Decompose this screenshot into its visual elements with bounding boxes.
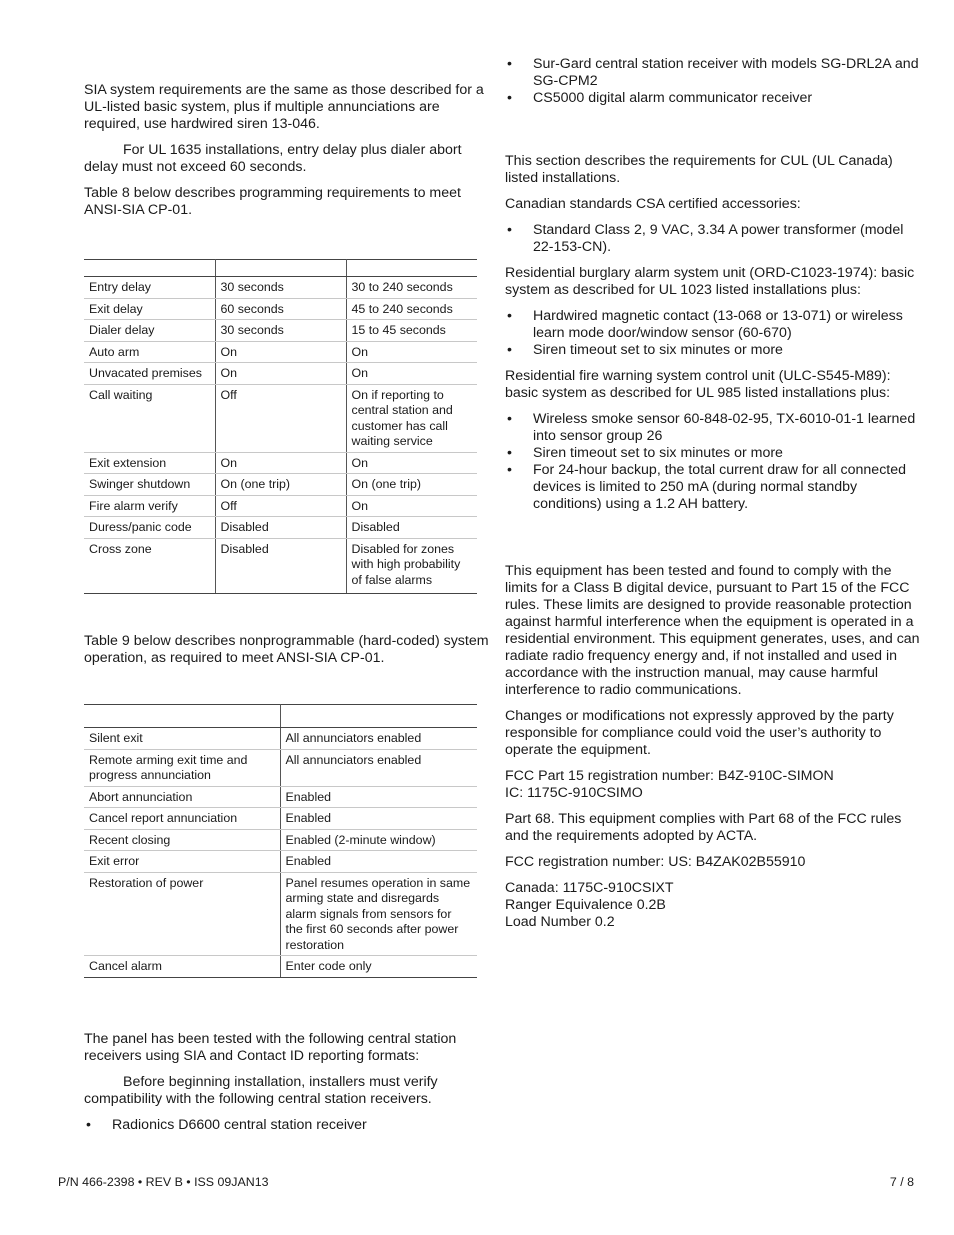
list-item: • Wireless smoke sensor 60-848-02-95, TX-6010-01-1 learned into sensor group 26	[505, 411, 925, 445]
burglary-unit-paragraph: Residential burglary alarm system unit (ORD-C1023-1974): basic system as described for UL 1023 listed installations plus:	[505, 265, 915, 298]
fcc-class-b-paragraph: This equipment has been tested and found to comply with the limits for a Class B digital device, pursuant to Part 15 of the FCC rules. These limits are designed to provide reasonable protection against harmful interference when the equipment is operated in a residential environment. This equipment generates, uses, and can radiate radio frequency energy and, if not installed and used in accordance with the instruction manual, may cause harmful interference to radio communications.	[505, 563, 920, 698]
table-row	[84, 495, 477, 517]
list-item: • Siren timeout set to six minutes or more	[505, 445, 925, 462]
requirement-cell: On	[346, 363, 477, 385]
header-cell	[280, 705, 477, 728]
feature-cell: Entry delay	[84, 277, 215, 299]
table-row	[84, 872, 477, 956]
cul-intro: This section describes the requirements for CUL (UL Canada) listed installations.	[505, 153, 893, 186]
csa-accessories: Canadian standards CSA certified accessories:	[505, 196, 801, 212]
table-row	[84, 452, 477, 474]
receiver-list-continued	[505, 56, 925, 107]
behavior-cell: Enabled	[280, 786, 477, 808]
default-cell: Disabled	[215, 517, 346, 539]
default-cell: 30 seconds	[215, 320, 346, 342]
operation-cell: Abort annunciation	[84, 786, 280, 808]
feature-cell: Exit extension	[84, 452, 215, 474]
requirement-cell: On	[346, 495, 477, 517]
ringer-equivalence: Ranger Equivalence 0.2B	[505, 897, 666, 913]
table-row	[84, 320, 477, 342]
right-column	[505, 56, 925, 107]
table-row	[84, 298, 477, 320]
header-cell	[215, 260, 346, 277]
fire-unit-paragraph: Residential fire warning system control unit (ULC-S545-M89): basic system as described for UL 985 listed installations plus:	[505, 368, 891, 401]
table8-intro: Table 8 below describes programming requirements to meet ANSI-SIA CP-01.	[84, 185, 461, 218]
footer-part-number: P/N 466-2398 • REV B • ISS 09JAN13	[58, 1175, 269, 1189]
table-header-row	[84, 705, 477, 728]
table-row	[84, 384, 477, 452]
requirement-cell: On if reporting to central station and customer has call waiting service	[346, 384, 477, 452]
header-cell	[84, 260, 215, 277]
canada-registration	[505, 880, 925, 931]
table-row	[84, 749, 477, 786]
feature-cell: Auto arm	[84, 341, 215, 363]
default-cell: On	[215, 363, 346, 385]
fire-list	[505, 411, 925, 513]
table-row	[84, 538, 477, 594]
behavior-cell: All annunciators enabled	[280, 749, 477, 786]
behavior-cell: Enabled	[280, 808, 477, 830]
behavior-cell: Enabled (2-minute window)	[280, 829, 477, 851]
requirement-cell: Disabled	[346, 517, 477, 539]
list-item: • Sur-Gard central station receiver with models SG-DRL2A and SG-CPM2	[505, 56, 925, 90]
operation-cell: Recent closing	[84, 829, 280, 851]
part68-paragraph: Part 68. This equipment complies with Part 68 of the FCC rules and the requirements adopted by ACTA.	[505, 811, 902, 844]
receiver-list	[84, 1117, 498, 1134]
default-cell: 30 seconds	[215, 277, 346, 299]
table-row	[84, 517, 477, 539]
table-row	[84, 851, 477, 873]
left-column	[84, 82, 498, 228]
load-number: Load Number 0.2	[505, 914, 615, 930]
footer-page-number: 7 / 8	[889, 1175, 914, 1189]
feature-cell: Call waiting	[84, 384, 215, 452]
requirement-cell: Disabled for zones with high probability of false alarms	[346, 538, 477, 594]
operation-cell: Remote arming exit time and progress annunciation	[84, 749, 280, 786]
list-item: • CS5000 digital alarm communicator receiver	[505, 90, 925, 107]
feature-cell: Unvacated premises	[84, 363, 215, 385]
feature-cell: Exit delay	[84, 298, 215, 320]
table-row	[84, 956, 477, 978]
table-row	[84, 341, 477, 363]
requirement-cell: On	[346, 452, 477, 474]
csa-list	[505, 222, 925, 256]
table9-intro: Table 9 below describes nonprogrammable (hard-coded) system operation, as required to meet ANSI-SIA CP-01.	[84, 633, 489, 666]
canada-number: Canada: 1175C-910CSIXT	[505, 880, 674, 896]
feature-cell: Duress/panic code	[84, 517, 215, 539]
default-cell: 60 seconds	[215, 298, 346, 320]
table-row	[84, 829, 477, 851]
default-cell: Off	[215, 495, 346, 517]
fcc-part15-number: FCC Part 15 registration number: B4Z-910C-SIMON	[505, 768, 834, 784]
requirement-cell: 15 to 45 seconds	[346, 320, 477, 342]
list-item: • Standard Class 2, 9 VAC, 3.34 A power transformer (model 22-153-CN).	[505, 222, 925, 256]
requirement-cell: 45 to 240 seconds	[346, 298, 477, 320]
behavior-cell: Panel resumes operation in same arming state and disregards alarm signals from sensors for the first 60 seconds after power restoration	[280, 872, 477, 956]
operation-cell: Exit error	[84, 851, 280, 873]
modifications-paragraph: Changes or modifications not expressly approved by the party responsible for compliance could void the user’s authority to operate the equipment.	[505, 708, 894, 758]
feature-cell: Swinger shutdown	[84, 474, 215, 496]
fcc-registration-number: FCC registration number: US: B4ZAK02B55910	[505, 854, 806, 870]
list-item: • Hardwired magnetic contact (13-068 or 13-071) or wireless learn mode door/window sensor (60-670)	[505, 308, 925, 342]
operation-cell: Silent exit	[84, 728, 280, 750]
table-row	[84, 277, 477, 299]
default-cell: Off	[215, 384, 346, 452]
operation-cell: Restoration of power	[84, 872, 280, 956]
central-station-paragraph: The panel has been tested with the following central station receivers using SIA and Contact ID reporting formats:	[84, 1031, 457, 1064]
requirement-cell: On	[346, 341, 477, 363]
table9-intro-block	[84, 633, 498, 676]
fcc-part15-registration	[505, 768, 925, 802]
table-9-hardcoded-operation	[84, 704, 477, 978]
requirement-cell: On (one trip)	[346, 474, 477, 496]
list-item: • Siren timeout set to six minutes or more	[505, 342, 925, 359]
default-cell: On	[215, 341, 346, 363]
ul1635-note: For UL 1635 installations, entry delay plus dialer abort delay must not exceed 60 seconds.	[84, 142, 462, 175]
table-row	[84, 786, 477, 808]
cul-section	[505, 153, 925, 522]
installer-note: Before beginning installation, installers must verify compatibility with the following central station receivers.	[84, 1074, 438, 1107]
table-8-programming-requirements	[84, 259, 477, 594]
ic-number: IC: 1175C-910CSIMO	[505, 785, 643, 801]
sia-requirements-paragraph: SIA system requirements are the same as those described for a UL-listed basic system, plus if multiple annunciations are required, use hardwired siren 13-046.	[84, 82, 484, 132]
requirement-cell: 30 to 240 seconds	[346, 277, 477, 299]
behavior-cell: All annunciators enabled	[280, 728, 477, 750]
default-cell: On	[215, 452, 346, 474]
burglary-list	[505, 308, 925, 359]
list-item: • Radionics D6600 central station receiver	[84, 1117, 498, 1134]
operation-cell: Cancel report annunciation	[84, 808, 280, 830]
feature-cell: Fire alarm verify	[84, 495, 215, 517]
table-row	[84, 474, 477, 496]
feature-cell: Cross zone	[84, 538, 215, 594]
table-row	[84, 808, 477, 830]
table-header-row	[84, 260, 477, 277]
header-cell	[346, 260, 477, 277]
behavior-cell: Enter code only	[280, 956, 477, 978]
central-station-block	[84, 1031, 498, 1143]
default-cell: Disabled	[215, 538, 346, 594]
table-row	[84, 728, 477, 750]
behavior-cell: Enabled	[280, 851, 477, 873]
default-cell: On (one trip)	[215, 474, 346, 496]
fcc-section	[505, 563, 925, 940]
list-item: • For 24-hour backup, the total current draw for all connected devices is limited to 250 mA (during normal standby conditions) using a 1.2 AH battery.	[505, 462, 925, 513]
operation-cell: Cancel alarm	[84, 956, 280, 978]
feature-cell: Dialer delay	[84, 320, 215, 342]
header-cell	[84, 705, 280, 728]
table-row	[84, 363, 477, 385]
